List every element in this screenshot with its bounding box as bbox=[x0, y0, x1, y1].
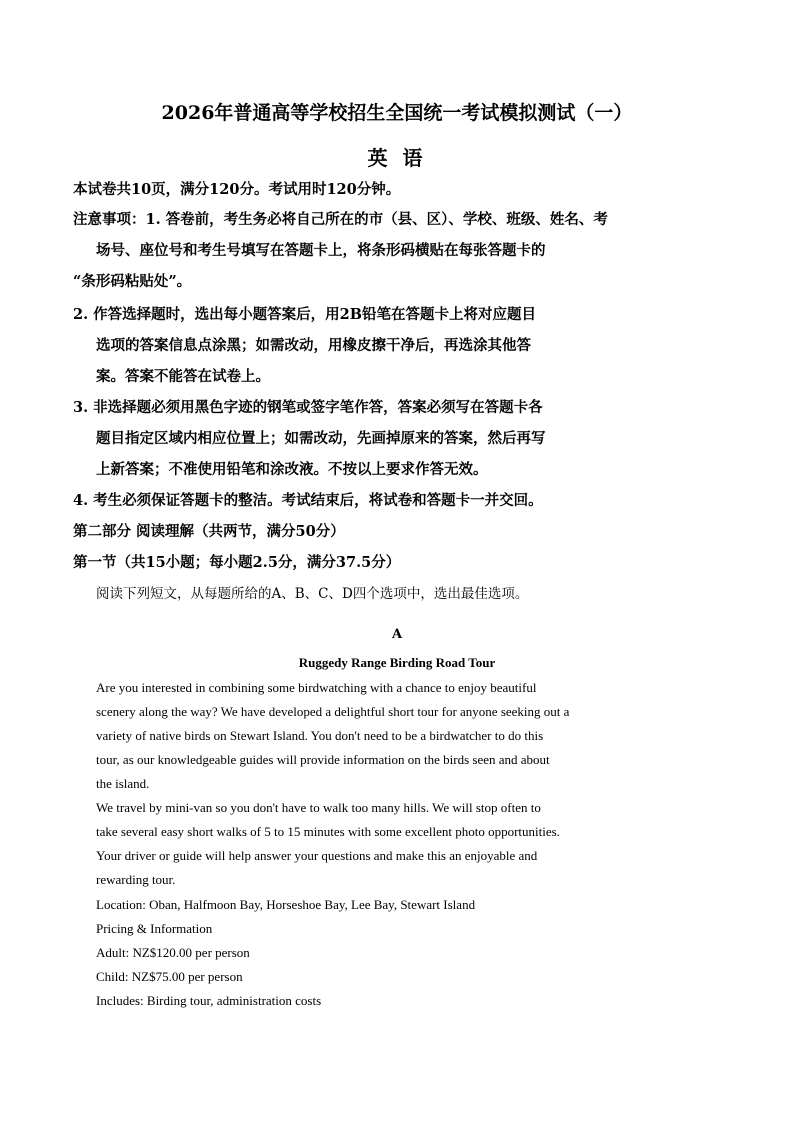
instruction-2-line-1: 2. 作答选择题时，选出每小题答案后，用2B铅笔在答题卡上将对应题目 bbox=[73, 306, 537, 323]
passage-includes: Includes: Birding tour, administration costs bbox=[96, 993, 322, 1008]
passage-child-price: Child: NZ$75.00 per person bbox=[96, 969, 243, 984]
passage-line: Your driver or guide will help answer your questions and make this an enjoyable and bbox=[96, 848, 538, 863]
part-title: 第二部分 阅读理解（共两节，满分50分） bbox=[73, 523, 345, 540]
section-title: 第一节（共15小题；每小题2.5分，满分37.5分） bbox=[73, 554, 401, 571]
instruction-3-line-3: 上新答案；不准使用铅笔和涂改液。不按以上要求作答无效。 bbox=[96, 461, 488, 478]
exam-summary: 本试卷共10页，满分120分。考试用时120分钟。 bbox=[73, 181, 401, 198]
passage-line: variety of native birds on Stewart Island. You don't need to be a birdwatcher to do this bbox=[96, 728, 544, 743]
page-title: 2026年普通高等学校招生全国统一考试模拟测试（一） bbox=[161, 102, 633, 124]
passage-adult-price: Adult: NZ$120.00 per person bbox=[96, 945, 250, 960]
instruction-2-line-2: 选项的答案信息点涂黑；如需改动，用橡皮擦干净后，再选涂其他答 bbox=[96, 337, 531, 354]
passage-line: We travel by mini-van so you don't have to walk too many hills. We will stop often to bbox=[96, 800, 541, 815]
notes-line-1: 注意事项：1. 答卷前，考生务必将自己所在的市（县、区）、学校、班级、姓名、考 bbox=[73, 211, 608, 228]
passage-line: rewarding tour. bbox=[96, 872, 176, 887]
section-directions: 阅读下列短文，从每题所给的A、B、C、D四个选项中，选出最佳选项。 bbox=[96, 586, 529, 602]
passage-line: Are you interested in combining some birdwatching with a chance to enjoy beautiful bbox=[96, 680, 537, 695]
notes-line-3: “条形码粘贴处”。 bbox=[73, 273, 192, 290]
notes-line-2: 场号、座位号和考生号填写在答题卡上，将条形码横贴在每张答题卡的 bbox=[96, 242, 546, 259]
instruction-3-line-2: 题目指定区域内相应位置上；如需改动，先画掉原来的答案，然后再写 bbox=[96, 430, 546, 447]
instruction-3-line-1: 3. 非选择题必须用黑色字迹的钢笔或签字笔作答，答案必须写在答题卡各 bbox=[73, 399, 543, 416]
passage-pricing-heading: Pricing & Information bbox=[96, 921, 213, 936]
passage-line: tour, as our knowledgeable guides will provide information on the birds seen and about bbox=[96, 752, 550, 767]
passage-line: take several easy short walks of 5 to 15 minutes with some excellent photo opportunities. bbox=[96, 824, 560, 839]
instruction-4: 4. 考生必须保证答题卡的整洁。考试结束后，将试卷和答题卡一并交回。 bbox=[73, 492, 543, 509]
passage-label: A bbox=[391, 627, 403, 642]
passage-location: Location: Oban, Halfmoon Bay, Horseshoe Bay, Lee Bay, Stewart Island bbox=[96, 897, 476, 912]
passage-title: Ruggedy Range Birding Road Tour bbox=[298, 655, 496, 670]
passage-line: scenery along the way? We have developed a delightful short tour for anyone seeking out a bbox=[96, 704, 570, 719]
subject-title: 英 语 bbox=[367, 146, 427, 170]
instruction-2-line-3: 案。答案不能答在试卷上。 bbox=[96, 368, 270, 385]
passage-line: the island. bbox=[96, 776, 150, 791]
